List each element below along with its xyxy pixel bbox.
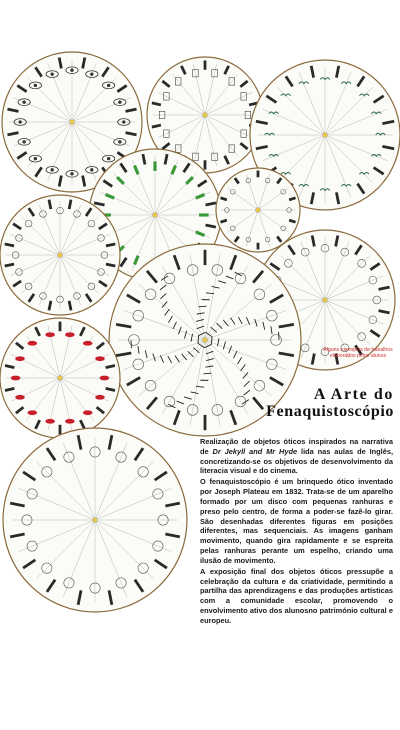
lips-drawing [65,419,75,424]
eye-pupil [34,157,37,160]
eye-pupil [122,120,125,123]
eye-pupil [90,168,93,171]
disc-hub [93,518,98,523]
lips-drawing [95,395,105,400]
title-line-1: A Arte do [313,386,394,403]
disc-slot [204,250,207,265]
disc-hub [203,113,208,118]
disc-slot [257,243,260,250]
caption-line-1: Alguns exemplos de trabalhos [323,347,393,353]
eye-pupil [22,140,25,143]
caption-line-2: elaborados pelos alunos [329,353,387,360]
eye-pupil [22,100,25,103]
lips-drawing [15,395,25,400]
spiral-stroke [199,306,207,307]
eye-pupil [50,72,53,75]
disc-bottom-faces [3,428,187,612]
intro-text-end: lida nas aulas de Inglês, concretizando-se os objetivos de desenvolvimento da literacia visual e do cinema. [200,446,393,476]
eye-pupil [50,168,53,171]
lips-drawing [28,410,38,415]
eye-pupil [107,84,110,87]
disc-hub [153,213,158,218]
eye-pupil [90,72,93,75]
lips-drawing [45,419,55,424]
lips-drawing [28,341,38,346]
lips-drawing [83,410,93,415]
page-title [246,386,394,420]
intro-text: Realização de objetos óticos inspirados na narrativa de [200,437,393,456]
disc-slot [204,60,207,69]
lips-drawing [15,356,25,361]
lips-drawing [11,376,21,381]
book-title: Dr Jekyll and Mr Hyde [212,446,298,456]
disc-slot [204,160,207,169]
lips-drawing [100,376,110,381]
disc-slot [59,425,62,435]
disc-hub [323,133,328,138]
title-line-2: Fenaquistoscópio [266,403,394,420]
lips-drawing [95,356,105,361]
eye-pupil [107,157,110,160]
paragraph-intro [200,437,393,476]
disc-slot [257,171,260,178]
article-body [200,437,393,627]
disc-hub [323,298,328,303]
plant-drawing [199,213,209,216]
eye-pupil [34,84,37,87]
spiral-stroke [203,373,211,374]
lips-drawing [45,332,55,337]
eye-pupil [70,69,73,72]
plant-drawing [153,161,156,171]
disc-hub [256,208,261,213]
disc-small-faces [216,168,300,252]
paragraph-definition: O fenaquistoscópio é um brinquedo ótico inventado por Joseph Plateau em 1832. Trata-se de um aparelho formado por um disco com pequenas ranhuras e preso pelo centro, de forma a poder-se fazê-lo girar. São desenhadas diferentes figuras em posições diferentes, mas sequenciais. As imagens ganham movimento, quando gira rapidamente e se espreita pelas ranhuras perante um espelho, criando uma ilusão de movimento. [200,477,393,565]
lips-drawing [65,332,75,337]
eye-pupil [118,100,121,103]
disc-slot [204,415,207,430]
disc-faces-left [0,195,120,315]
paragraph-exhibition: A exposição final dos objetos óticos pressupõe a celebração da cultura e da criatividade, permitindo a partilha das aprendizagens e das produções artísticas com a comunidade escolar, promovendo o envolvimento ativo dos alunosno património cultural e europeu. [200,566,393,625]
disc-hub [70,120,75,125]
disc-lips [0,318,120,438]
disc-slot [59,322,62,332]
eye-pupil [19,120,22,123]
lips-drawing [83,341,93,346]
collage-caption [316,347,400,360]
disc-hub [58,376,63,381]
disc-hub [203,338,208,343]
eye-pupil [70,172,73,175]
eye-pupil [118,140,121,143]
disc-hub [58,253,63,258]
